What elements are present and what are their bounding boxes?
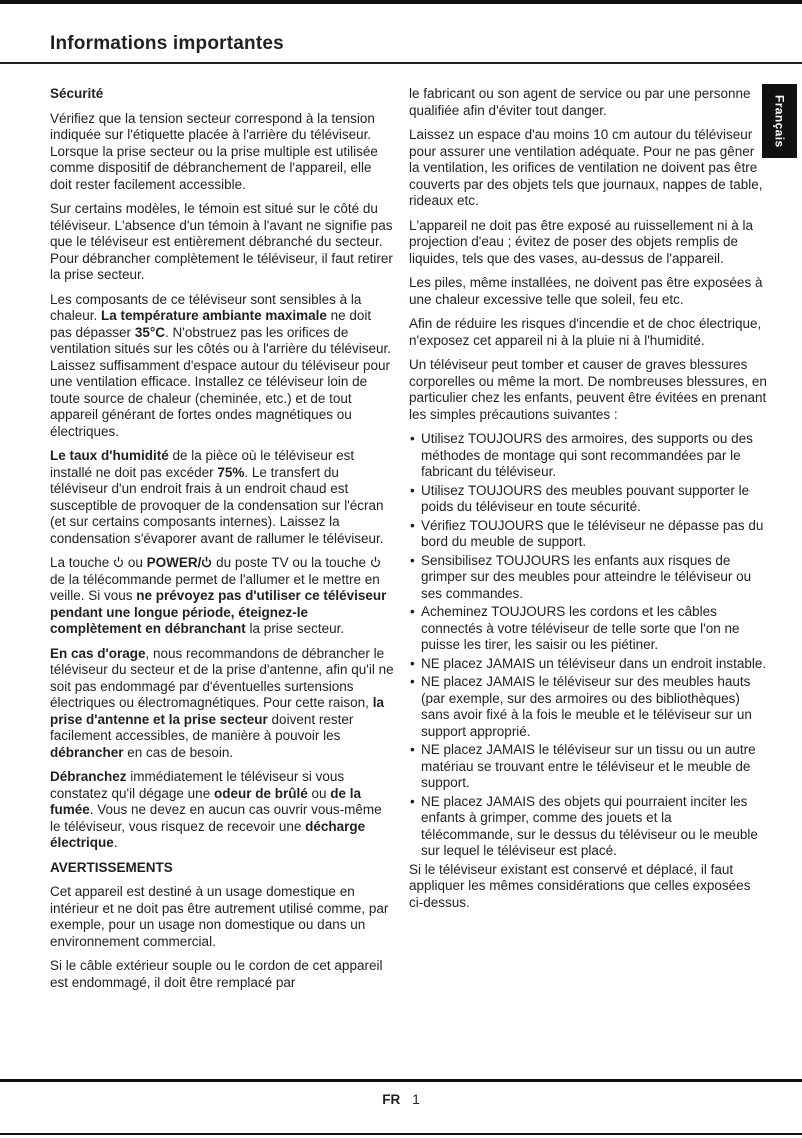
- paragraph: [409, 127, 767, 210]
- paragraph: [50, 448, 395, 547]
- column-right: [409, 86, 767, 999]
- bullet-marker: •: [410, 604, 415, 619]
- text-run: La touche: [50, 555, 114, 570]
- bullet-item: [409, 656, 767, 673]
- text-run: NE placez JAMAIS le téléviseur sur un tissu ou un autre matériau se trouvant entre le téléviseur et le meuble de support.: [421, 742, 756, 790]
- text-run: .: [113, 835, 118, 850]
- bullet-marker: •: [410, 742, 415, 757]
- text-run: la prise secteur.: [245, 621, 345, 636]
- bold-text-run: de la fumée: [50, 785, 362, 817]
- bullet-marker: •: [410, 482, 415, 498]
- text-run: Afin de réduire les risques d'incendie et de choc électrique, n'exposez cet appareil ni à la pluie ni à l'humidité.: [409, 316, 762, 348]
- text-run: NE placez JAMAIS un téléviseur dans un endroit instable.: [421, 655, 767, 671]
- bullet-marker: •: [410, 674, 415, 689]
- paragraph: [50, 769, 395, 852]
- bold-text-run: ne prévoyez pas d'utiliser ce téléviseur pendant une longue période, éteignez-le complètement en débranchant: [50, 588, 387, 636]
- content-columns: [50, 86, 767, 999]
- paragraph: [50, 292, 395, 441]
- text-run: . N'obstruez pas les orifices de ventilation situés sur les côtés ou à l'arrière du téléviseur. Laissez suffisamment d'espace autour du téléviseur pour une ventilation efficace. Installez ce téléviseur loin de toute source de chaleur (cheminée, etc.) et de tout appareil générant de fortes ondes magnétiques ou électriques.: [50, 324, 392, 439]
- column-left: [50, 86, 395, 999]
- paragraph: [409, 86, 767, 119]
- paragraph: [50, 646, 395, 762]
- paragraph: [409, 357, 767, 423]
- bullet-item: [409, 674, 767, 740]
- paragraph: [409, 316, 767, 349]
- text-run: Si le câble extérieur souple ou le cordon de cet appareil est endommagé, il doit être remplacé par: [50, 958, 383, 990]
- text-run: Vérifiez que la tension secteur correspond à la tension indiquée sur l'étiquette placée à l'arrière du téléviseur. Lorsque la prise secteur ou la prise multiple est utilisée comme dispositif de débranchement de l'appareil, elle doit rester facilement accessible.: [50, 110, 378, 192]
- bold-text-run: Débranchez: [50, 769, 127, 784]
- text-run: Les piles, même installées, ne doivent pas être exposées à une chaleur excessive telle que soleil, feu etc.: [409, 275, 763, 307]
- text-run: ne doit pas dépasser: [50, 308, 372, 340]
- bullet-item: [409, 431, 767, 481]
- bullet-item: [409, 604, 767, 654]
- bullet-marker: •: [410, 431, 415, 446]
- text-run: Un téléviseur peut tomber et causer de graves blessures corporelles ou même la mort. De nombreuses blessures, en particulier chez les enfants, peuvent être évitées en prenant les simples précautions suivantes :: [409, 357, 767, 422]
- bold-text-run: La température ambiante maximale: [101, 308, 327, 323]
- bold-text-run: la prise d'antenne et la prise secteur: [50, 695, 384, 727]
- text-run: Sensibilisez TOUJOURS les enfants aux risques de grimper sur des meubles pour atteindre le téléviseur ou ses commandes.: [421, 552, 752, 601]
- language-tab: [762, 84, 797, 158]
- text-run: Cet appareil est destiné à un usage domestique en intérieur et ne doit pas être autrement utilisé comme, par exemple, pour un usage non domestique ou dans un environnement commercial.: [50, 884, 389, 949]
- bold-text-run: POWER/: [146, 555, 202, 570]
- text-run: NE placez JAMAIS des objets qui pourraient inciter les enfants à grimper, comme des jouets et la télécommande, sur le dessus du téléviseur ou le meuble sur lequel le téléviseur est placé.: [421, 793, 758, 858]
- paragraph: [50, 884, 395, 950]
- bullet-item: [409, 518, 767, 551]
- text-run: ou: [124, 555, 147, 570]
- paragraph: [409, 275, 767, 308]
- paragraph: [50, 111, 395, 194]
- bullet-marker: •: [410, 517, 415, 533]
- text-run: doivent rester facilement accessibles, de manière à pouvoir les: [50, 711, 354, 743]
- text-run: . Vous ne devez en aucun cas ouvrir vous-même le téléviseur, vous risquez de recevoir une: [50, 802, 382, 834]
- bullet-marker: •: [410, 793, 415, 809]
- bold-text-run: décharge électrique: [50, 818, 366, 850]
- text-run: Utilisez TOUJOURS des meubles pouvant supporter le poids du téléviseur en toute sécurité.: [421, 482, 750, 514]
- paragraph: [50, 958, 395, 991]
- page-footer: [0, 1092, 802, 1107]
- bold-text-run: 35°C: [134, 324, 165, 340]
- bold-text-run: 75%: [217, 464, 245, 480]
- paragraph: [409, 862, 767, 912]
- text-run: Sur certains modèles, le témoin est situé sur le côté du téléviseur. L'absence d'un témoin à l'avant ne signifie pas que le téléviseur est entièrement débranché du secteur. Pour débrancher complètement le téléviseur, il faut retirer la prise secteur.: [50, 201, 393, 282]
- language-tab-label: Français: [772, 94, 787, 148]
- text-run: Les composants de ce téléviseur sont sensibles à la chaleur.: [50, 291, 362, 323]
- top-border: [0, 0, 802, 4]
- bullet-item: [409, 794, 767, 860]
- bold-text-run: odeur de brûlé: [213, 785, 308, 801]
- text-run: Utilisez TOUJOURS des armoires, des supports ou des méthodes de montage qui sont recommandées par le fabricant du téléviseur.: [421, 431, 753, 479]
- bold-text-run: Le taux d'humidité: [50, 448, 169, 463]
- paragraph: [50, 555, 395, 638]
- bullet-item: [409, 553, 767, 603]
- page-title: Informations importantes: [50, 33, 284, 54]
- bold-text-run: débrancher: [50, 744, 124, 760]
- text-run: NE placez JAMAIS le téléviseur sur des meubles hauts (par exemple, sur des armoires ou des bibliothèques) sans avoir fixé à la fois le meuble et le téléviseur sur un support approprié.: [421, 674, 752, 739]
- bold-text-run: AVERTISSEMENTS: [50, 859, 173, 875]
- text-run: Vérifiez TOUJOURS que le téléviseur ne dépasse pas du bord du meuble de support.: [421, 517, 764, 549]
- bullet-item: [409, 742, 767, 792]
- text-run: Si le téléviseur existant est conservé et déplacé, il faut appliquer les mêmes considérations que celles exposées ci-dessus.: [409, 861, 751, 910]
- power-standby-icon: [370, 556, 381, 568]
- bold-text-run: En cas d'orage: [50, 645, 146, 661]
- text-run: en cas de besoin.: [123, 744, 234, 760]
- region-code: FR: [382, 1092, 401, 1107]
- bottom-border: [0, 1133, 802, 1135]
- power-standby-icon: [201, 556, 212, 568]
- text-run: Laissez un espace d'au moins 10 cm autour du téléviseur pour assurer une ventilation adéquate. Pour ne pas gêner la ventilation, les orifices de ventilation ne doivent pas être couverts par des objets tels que journaux, nappes de table, rideaux etc.: [409, 127, 763, 208]
- text-run: L'appareil ne doit pas être exposé au ruissellement ni à la projection d'eau ; évitez de poser des objets remplis de liquides, tels que des vases, au-dessus de l'appareil.: [409, 217, 754, 266]
- power-standby-icon: [113, 556, 124, 568]
- text-run: du poste TV ou la touche: [212, 555, 370, 570]
- text-run: . Le transfert du téléviseur d'un endroit frais à un endroit chaud est susceptible de provoquer de la condensation sur l'écran (et sur certains composants internes). Laissez la condensation s'évaporer avant de rallumer le téléviseur.: [50, 464, 384, 546]
- section-heading: [50, 860, 395, 877]
- text-run: Acheminez TOUJOURS les cordons et les câbles connectés à votre téléviseur de telle sorte que l'on ne puisse les tirer, les saisir ou les piétiner.: [421, 604, 740, 652]
- bullet-item: [409, 483, 767, 516]
- title-rule: [0, 62, 802, 64]
- text-run: de la pièce où le téléviseur est installé ne doit pas excéder: [50, 448, 355, 480]
- paragraph: [409, 218, 767, 268]
- bold-text-run: Sécurité: [50, 86, 104, 101]
- text-run: immédiatement le téléviseur si vous constatez qu'il dégage une: [50, 769, 345, 801]
- section-heading: [50, 86, 395, 103]
- bullet-marker: •: [410, 655, 415, 671]
- text-run: de la télécommande permet de l'allumer et le mettre en veille. Si vous: [50, 571, 380, 603]
- footer-rule: [0, 1079, 802, 1082]
- text-run: le fabricant ou son agent de service ou par une personne qualifiée afin d'éviter tout danger.: [409, 86, 751, 118]
- text-run: , nous recommandons de débrancher le téléviseur du secteur et de la prise d'antenne, afin qu'il ne soit pas endommagé par d'éventuelles surtensions électriques ou électromagnétiques. Pour cette raison,: [50, 645, 394, 710]
- text-run: ou: [307, 785, 331, 801]
- page-number: 1: [412, 1092, 420, 1107]
- paragraph: [50, 201, 395, 284]
- bullet-marker: •: [410, 552, 415, 568]
